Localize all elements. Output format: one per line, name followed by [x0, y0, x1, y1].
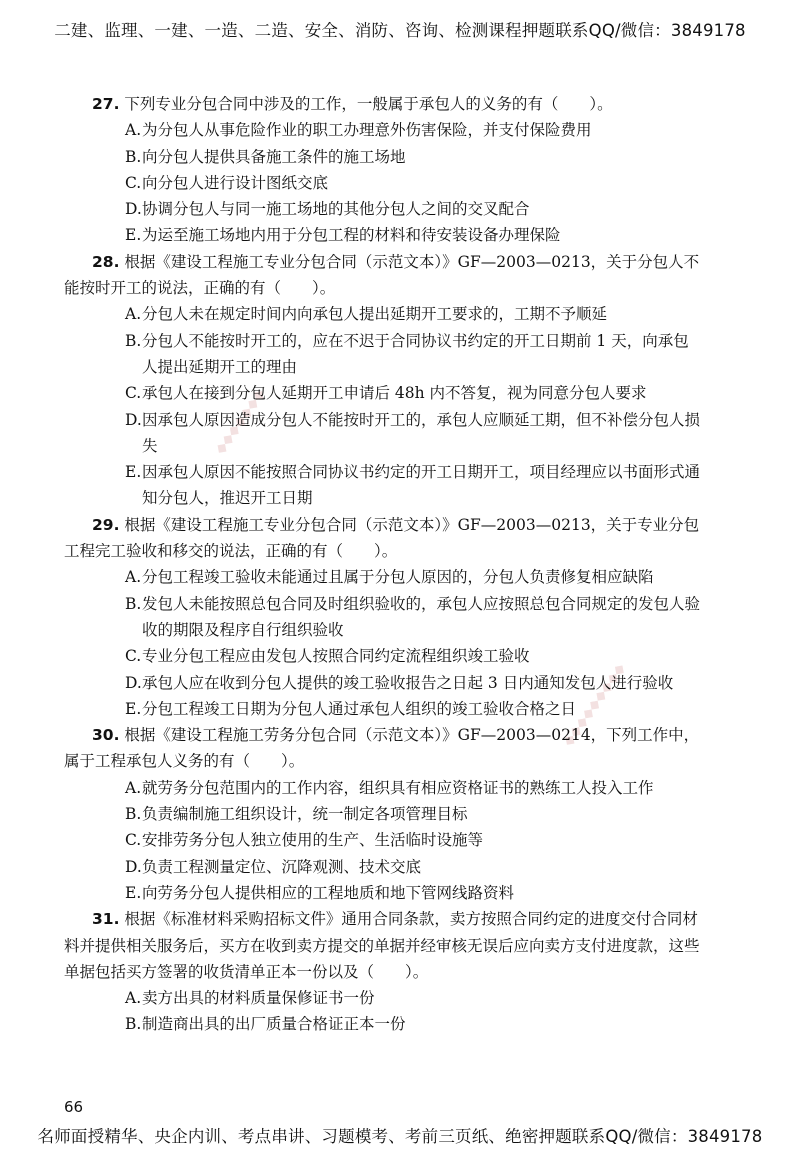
option-d: D.因承包人原因造成分包人不能按时开工的，承包人应顺延工期，但不补偿分包人损失	[125, 410, 701, 455]
option-e: E.为运至施工场地内用于分包工程的材料和待安装设备办理保险	[125, 226, 561, 245]
option-b: B.发包人未能按照总包合同及时组织验收的，承包人应按照总包合同规定的发包人验收的期限及程序自行组织验收	[125, 594, 701, 639]
option-c: C.专业分包工程应由发包人按照合同约定流程组织竣工验收	[125, 647, 530, 666]
option-b: B.分包人不能按时开工的，应在不迟于合同协议书约定的开工日期前 1 天，向承包人提出延期开工的理由	[125, 331, 689, 376]
question-stem: 27. 下列专业分包合同中涉及的工作，一般属于承包人的义务的有（ ）。	[92, 95, 613, 113]
option-a: A.卖方出具的材料质量保修证书一份	[125, 989, 375, 1008]
question-27	[64, 91, 704, 249]
option-e: E.向劳务分包人提供相应的工程地质和地下管网线路资料	[125, 883, 515, 902]
question-28	[64, 249, 704, 512]
question-30	[64, 722, 704, 906]
option-a: A.就劳务分包范围内的工作内容，组织具有相应资格证书的熟练工人投入工作	[125, 778, 654, 797]
option-b: B.负责编制施工组织设计，统一制定各项管理目标	[125, 805, 468, 824]
option-e: E.因承包人原因不能按照合同协议书约定的开工日期开工，项目经理应以书面形式通知分包人，推迟开工日期	[125, 463, 701, 508]
question-29	[64, 512, 704, 722]
watermark: ◆◆◆◆◆◆◆◆◆	[560, 660, 629, 750]
option-a: A.为分包人从事危险作业的职工办理意外伤害保险，并支付保险费用	[125, 121, 592, 140]
footer-banner: 名师面授精华、央企内训、考点串讲、习题模考、考前三页纸、绝密押题联系QQ/微信：3849178	[37, 1127, 763, 1146]
question-list	[64, 91, 704, 1038]
watermark: ◆◆◆◆◆◆◆	[212, 386, 269, 458]
option-d: D.承包人应在收到分包人提供的竣工验收报告之日起 3 日内通知发包人进行验收	[125, 673, 674, 692]
question-31	[64, 906, 704, 1037]
option-a: A.分包人未在规定时间内向承包人提出延期开工要求的，工期不予顺延	[125, 305, 608, 324]
option-d: D.负责工程测量定位、沉降观测、技术交底	[125, 857, 422, 876]
option-c: C.向分包人进行设计图纸交底	[125, 173, 329, 192]
question-stem: 28. 根据《建设工程施工专业分包合同（示范文本）》GF—2003—0213，关于分包人不能按时开工的说法，正确的有（ ）。	[64, 252, 700, 298]
option-d: D.协调分包人与同一施工场地的其他分包人之间的交叉配合	[125, 200, 530, 219]
page-number: 66	[64, 1098, 84, 1116]
question-stem: 29. 根据《建设工程施工专业分包合同（示范文本）》GF—2003—0213，关于专业分包工程完工验收和移交的说法，正确的有（ ）。	[64, 515, 700, 561]
option-e: E.分包工程竣工日期为分包人通过承包人组织的竣工验收合格之日	[125, 699, 577, 718]
header-banner: 二建、监理、一建、一造、二造、安全、消防、咨询、检测课程押题联系QQ/微信：3849178	[54, 21, 746, 40]
option-b: B.向分包人提供具备施工条件的施工场地	[125, 147, 406, 166]
question-stem: 31. 根据《标准材料采购招标文件》通用合同条款，卖方按照合同约定的进度交付合同材料并提供相关服务后，买方在收到卖方提交的单据并经审核无误后应向卖方支付进度款，这些单据包括买方签署的收货清单正本一份以及（ ）。	[64, 910, 700, 981]
option-a: A.分包工程竣工验收未能通过且属于分包人原因的，分包人负责修复相应缺陷	[125, 568, 654, 587]
option-b: B.制造商出具的出厂质量合格证正本一份	[125, 1015, 406, 1034]
question-stem: 30. 根据《建设工程施工劳务分包合同（示范文本）》GF—2003—0214，下列工作中，属于工程承包人义务的有（ ）。	[64, 726, 700, 771]
option-c: C.安排劳务分包人独立使用的生产、生活临时设施等	[125, 831, 484, 850]
option-c: C.承包人在接到分包人延期开工申请后 48h 内不答复，视为同意分包人要求	[125, 384, 647, 403]
